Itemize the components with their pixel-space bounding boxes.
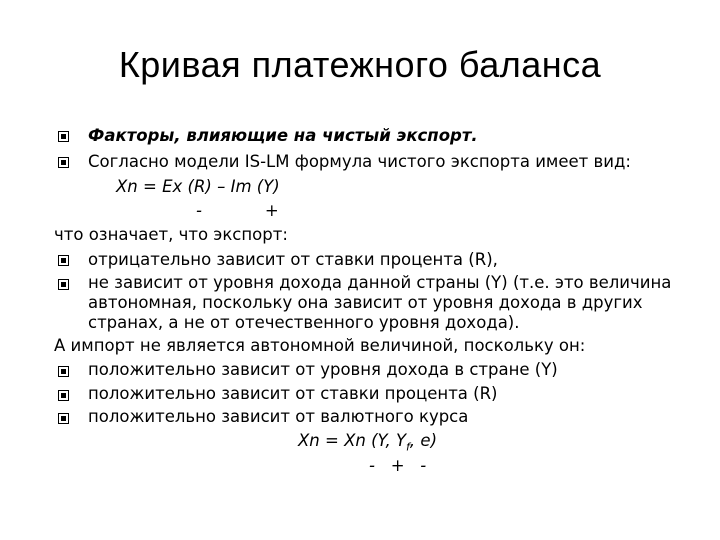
export-item-continued: автономная, поскольку она зависит от уровня дохода в других [88,293,643,312]
formula-signs: - + [196,201,279,220]
meaning-line: что означает, что экспорт: [54,225,288,244]
export-item: не зависит от уровня дохода данной страны (Y) (т.е. это величина [88,273,672,292]
bullet-text: Согласно модели IS-LM формула чистого экспорта имеет вид: [88,152,631,171]
bullet-icon [58,131,69,142]
formula-subscript: f [406,440,410,454]
formula-end: , e) [409,431,438,450]
import-item: положительно зависит от валютного курса [88,407,469,426]
page-title: Кривая платежного баланса [118,44,602,85]
bullet-icon [58,390,69,401]
bullet-icon [58,255,69,266]
export-item-continued: странах, а не от отечественного уровня дохода). [88,313,520,332]
bullet-text: Факторы, влияющие на чистый экспорт. [88,126,478,145]
import-item: положительно зависит от уровня дохода в стране (Y) [88,360,558,379]
formula-export: Xn = Ex (R) – Im (Y) [116,177,280,196]
export-item: отрицательно зависит от ставки процента (R), [88,250,498,269]
bullet-icon [58,413,69,424]
import-item: положительно зависит от ставки процента (R) [88,384,498,403]
bullet-icon [58,279,69,290]
bullet-icon [58,366,69,377]
formula-main: Xn = Xn (Y, Y [298,431,407,450]
bullet-icon [58,157,69,168]
formula-signs: - + - [369,456,427,475]
import-line: А импорт не является автономной величиной, поскольку он: [54,336,586,355]
formula-net-export [298,431,437,457]
